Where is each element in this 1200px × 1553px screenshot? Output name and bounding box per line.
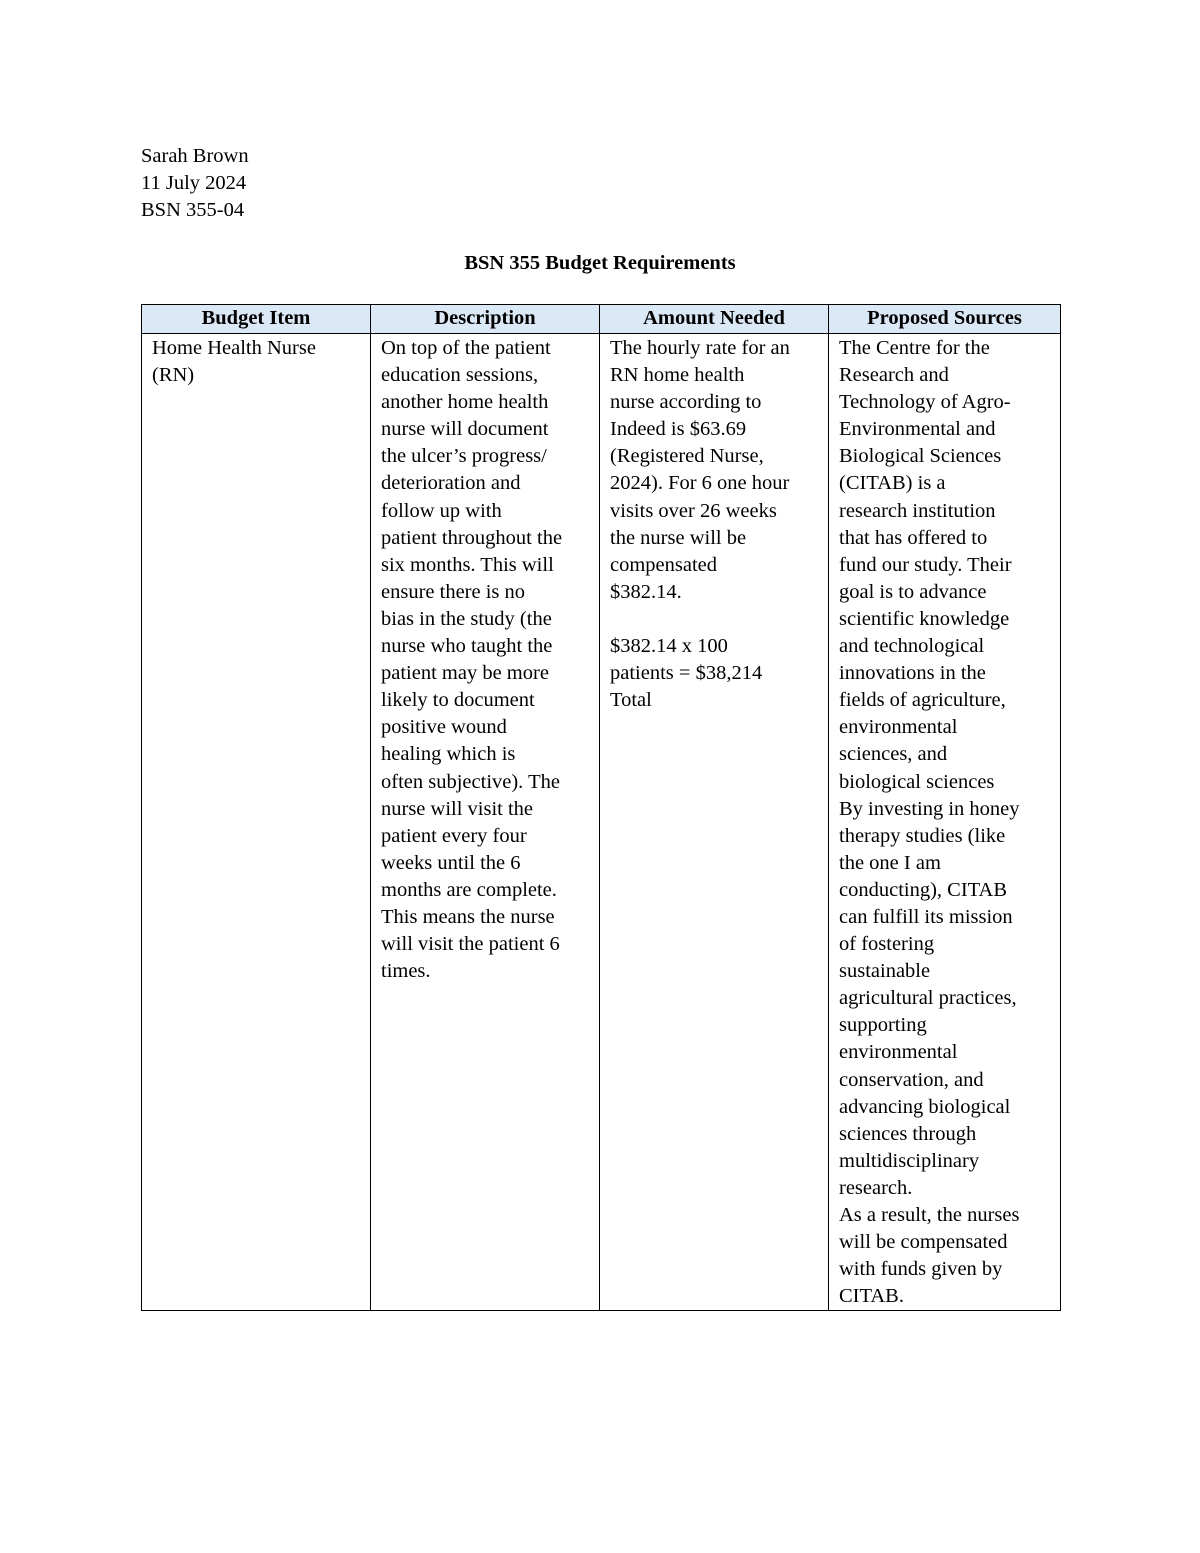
text-line: The hourly rate for an [610,337,790,359]
text-line: Home Health Nurse [152,337,316,359]
text-line: scientific knowledge [839,607,1010,630]
text-line: Biological Sciences [839,445,1002,468]
text-line: months are complete. [381,878,557,901]
table-row [142,334,1061,1311]
text-line: Technology of Agro- [839,391,1011,414]
author-name: Sarah Brown [141,145,249,167]
amount-total-text [610,633,822,714]
text-line: By investing in honey [839,797,1020,820]
text-line: healing which is [381,743,516,766]
text-line: nurse according to [610,391,762,414]
text-line: patients = $38,214 [610,662,763,685]
text-line: supporting [839,1014,927,1037]
text-line: nurse will visit the [381,797,534,820]
table-header-row [142,305,1061,334]
text-line: the ulcer’s progress/ [381,445,547,468]
text-line: (Registered Nurse, [610,445,764,468]
text-line: times. [381,960,431,983]
text-line: of fostering [839,933,935,956]
text-line: and technological [839,635,985,658]
text-line: (RN) [152,364,195,387]
text-line: $382.14 x 100 [610,634,728,657]
text-line: positive wound [381,716,507,739]
text-line: conducting), CITAB [839,878,1008,901]
paragraph-spacer [610,606,822,633]
text-line: innovations in the [839,662,986,685]
text-line: nurse who taught the [381,635,553,658]
text-line: multidisciplinary [839,1149,980,1172]
text-line: Total [610,689,652,712]
text-line: advancing biological [839,1095,1011,1118]
cell-amount-needed [600,334,829,1311]
text-line: CITAB. [839,1285,904,1308]
column-header-budget-item: Budget Item [142,305,371,334]
cell-proposed-sources [829,334,1061,1311]
text-line: education sessions, [381,364,539,387]
text-line: compensated [610,553,718,576]
text-line: bias in the study (the [381,607,552,630]
text-line: deterioration and [381,472,521,495]
text-line: six months. This will [381,553,554,576]
text-line: can fulfill its mission [839,905,1013,928]
cell-budget-item [142,334,371,1311]
text-line: $382.14. [610,580,682,603]
text-line: patient throughout the [381,526,563,549]
text-line: goal is to advance [839,580,987,603]
document-date: 11 July 2024 [141,172,247,194]
text-line: fields of agriculture, [839,689,1006,712]
text-line: conservation, and [839,1068,984,1091]
text-line: ensure there is no [381,580,526,603]
text-line: Research and [839,364,949,387]
text-line: Indeed is $63.69 [610,418,747,441]
text-line: sciences through [839,1122,977,1145]
text-line: the nurse will be [610,526,747,549]
amount-needed-text [610,335,822,606]
text-line: will be compensated [839,1231,1008,1254]
text-line: This means the nurse [381,905,555,928]
text-line: another home health [381,391,549,414]
text-line: On top of the patient [381,337,551,359]
document-header [141,143,249,224]
text-line: visits over 26 weeks [610,499,777,522]
text-line: research institution [839,499,996,522]
text-line: nurse will document [381,418,549,441]
text-line: often subjective). The [381,770,560,793]
column-header-description: Description [371,305,600,334]
text-line: will visit the patient 6 [381,933,560,956]
proposed-sources-text [839,335,1054,1310]
column-header-proposed-sources: Proposed Sources [829,305,1061,334]
budget-item-text [152,335,364,389]
text-line: research. [839,1176,913,1199]
text-line: sciences, and [839,743,948,766]
text-line: As a result, the nurses [839,1204,1020,1226]
text-line: weeks until the 6 [381,851,521,874]
text-line: that has offered to [839,526,988,549]
text-line: (CITAB) is a [839,472,946,495]
text-line: patient every four [381,824,527,847]
text-line: follow up with [381,499,502,522]
text-line: environmental [839,716,958,739]
text-line: with funds given by [839,1258,1003,1281]
cell-description [371,334,600,1311]
document-title: BSN 355 Budget Requirements [464,252,736,274]
text-line: likely to document [381,689,535,712]
text-line: biological sciences [839,770,995,793]
column-header-amount-needed: Amount Needed [600,305,829,334]
text-line: fund our study. Their [839,553,1012,576]
text-line: the one I am [839,851,941,874]
text-line: environmental [839,1041,958,1064]
description-text [381,335,593,985]
text-line: Environmental and [839,418,996,441]
course-code: BSN 355-04 [141,199,245,221]
text-line: agricultural practices, [839,987,1017,1010]
text-line: 2024). For 6 one hour [610,472,790,495]
text-line: therapy studies (like [839,824,1006,847]
text-line: The Centre for the [839,337,990,359]
budget-table [141,304,1061,1311]
text-line: RN home health [610,364,745,387]
text-line: sustainable [839,960,931,983]
text-line: patient may be more [381,662,549,685]
